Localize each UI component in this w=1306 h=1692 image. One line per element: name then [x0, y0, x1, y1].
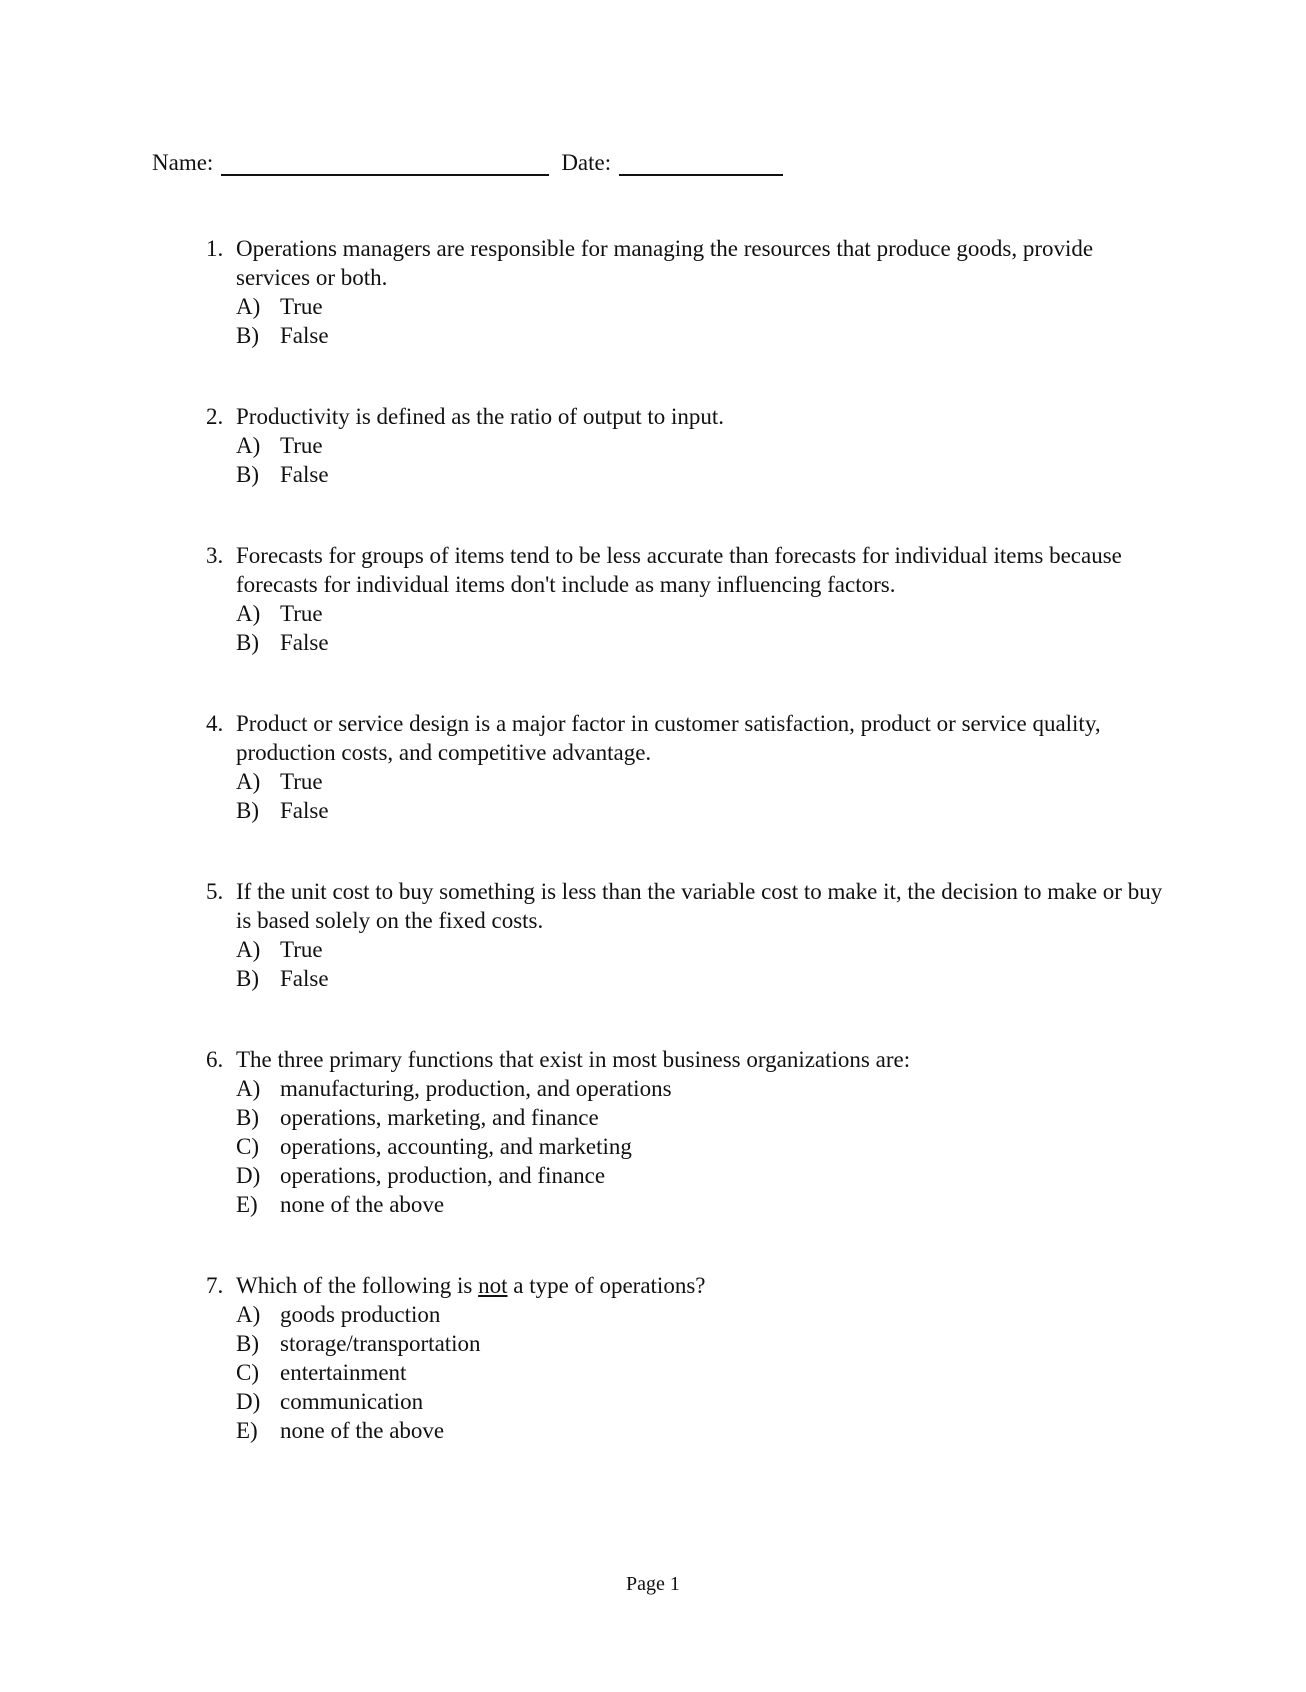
option-letter: B)	[236, 630, 259, 655]
answer-option	[236, 321, 1166, 350]
option-letter: C)	[236, 1134, 259, 1159]
answer-option	[236, 935, 1166, 964]
option-text: True	[280, 433, 323, 458]
option-text: communication	[280, 1389, 424, 1414]
answer-option	[236, 1161, 1166, 1190]
option-letter: A)	[236, 294, 261, 319]
answer-option	[236, 964, 1166, 993]
question-number: 2.	[206, 404, 224, 429]
question-5	[206, 877, 1166, 993]
answer-option	[236, 628, 1166, 657]
option-letter: B)	[236, 798, 259, 823]
question-1	[206, 234, 1166, 350]
option-text: storage/transportation	[280, 1331, 481, 1356]
option-letter: A)	[236, 937, 261, 962]
question-number: 3.	[206, 543, 224, 568]
answer-option	[236, 1103, 1166, 1132]
option-letter: B)	[236, 323, 259, 348]
option-text: False	[280, 323, 329, 348]
answer-option	[236, 1190, 1166, 1219]
option-text: False	[280, 798, 329, 823]
question-list	[206, 234, 1166, 1497]
option-text: True	[280, 294, 323, 319]
question-number: 4.	[206, 711, 224, 736]
option-text: True	[280, 601, 323, 626]
option-letter: B)	[236, 462, 259, 487]
option-letter: E)	[236, 1418, 258, 1443]
question-number: 7.	[206, 1273, 224, 1298]
question-text-after: a type of operations?	[507, 1273, 706, 1298]
question-2	[206, 402, 1166, 489]
option-letter: A)	[236, 601, 261, 626]
option-text: goods production	[280, 1302, 441, 1327]
option-text: operations, accounting, and marketing	[280, 1134, 632, 1159]
option-letter: B)	[236, 1105, 259, 1130]
answer-option	[236, 292, 1166, 321]
option-text: none of the above	[280, 1192, 445, 1217]
question-text-underlined: not	[478, 1273, 508, 1298]
page-number-footer: Page 1	[626, 1573, 680, 1595]
question-text: If the unit cost to buy something is less than the variable cost to make it, the decision to make or buy is based solely on the fixed costs.	[236, 879, 1163, 933]
option-text: True	[280, 937, 323, 962]
question-6	[206, 1045, 1166, 1219]
option-letter: B)	[236, 966, 259, 991]
question-3	[206, 541, 1166, 657]
question-number: 6.	[206, 1047, 224, 1072]
question-text: Productivity is defined as the ratio of output to input.	[236, 404, 725, 429]
option-letter: A)	[236, 1076, 261, 1101]
answer-option	[236, 1358, 1166, 1387]
option-letter: A)	[236, 1302, 261, 1327]
question-text	[236, 1271, 1166, 1300]
option-letter: A)	[236, 769, 261, 794]
option-text: False	[280, 462, 329, 487]
answer-option	[236, 1074, 1166, 1103]
option-letter: A)	[236, 433, 261, 458]
question-4	[206, 709, 1166, 825]
answer-option	[236, 1329, 1166, 1358]
option-text: True	[280, 769, 323, 794]
answer-option	[236, 1416, 1166, 1445]
answer-option	[236, 1387, 1166, 1416]
question-text: Product or service design is a major factor in customer satisfaction, product or service quality, production costs, and competitive advantage.	[236, 711, 1101, 765]
date-blank-line	[619, 152, 783, 176]
answer-option	[236, 767, 1166, 796]
question-7	[206, 1271, 1166, 1445]
date-label: Date:	[561, 150, 612, 175]
option-text: False	[280, 630, 329, 655]
option-letter: C)	[236, 1360, 259, 1385]
option-letter: B)	[236, 1331, 259, 1356]
answer-option	[236, 1132, 1166, 1161]
question-text: Forecasts for groups of items tend to be less accurate than forecasts for individual items because forecasts for individual items don't include as many influencing factors.	[236, 543, 1122, 597]
option-text: entertainment	[280, 1360, 407, 1385]
option-letter: D)	[236, 1389, 261, 1414]
option-text: none of the above	[280, 1418, 445, 1443]
option-text: operations, marketing, and finance	[280, 1105, 599, 1130]
answer-option	[236, 460, 1166, 489]
option-text: manufacturing, production, and operations	[280, 1076, 672, 1101]
option-text: False	[280, 966, 329, 991]
answer-option	[236, 1300, 1166, 1329]
option-letter: E)	[236, 1192, 258, 1217]
question-number: 1.	[206, 236, 224, 261]
answer-option	[236, 796, 1166, 825]
answer-option	[236, 431, 1166, 460]
answer-option	[236, 599, 1166, 628]
name-label: Name:	[152, 150, 214, 175]
question-text-before: Which of the following is	[236, 1273, 479, 1298]
question-text: The three primary functions that exist in most business organizations are:	[236, 1047, 911, 1072]
name-date-header	[152, 150, 783, 176]
name-blank-line	[221, 152, 549, 176]
option-text: operations, production, and finance	[280, 1163, 606, 1188]
question-number: 5.	[206, 879, 224, 904]
option-letter: D)	[236, 1163, 261, 1188]
question-text: Operations managers are responsible for managing the resources that produce goods, provide services or both.	[236, 236, 1094, 290]
